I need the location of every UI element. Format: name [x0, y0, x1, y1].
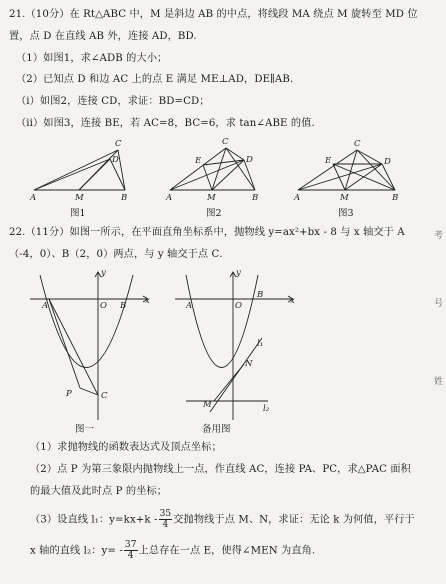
q21-line1: 21.（10分）在 Rt△ABC 中，M 是斜边 AB 的中点，将线段 MA 绕点 M 旋转至 MD 位	[9, 9, 418, 20]
fig1-label-m: M	[75, 193, 84, 203]
backup-caption: 备用图	[202, 424, 231, 435]
figone-label-p: P	[66, 389, 72, 399]
fig1-label-c: C	[115, 139, 122, 149]
backup-label-l1: l₁	[257, 339, 264, 349]
fig1-caption: 图1	[70, 208, 86, 219]
fraction-35-4	[159, 509, 173, 530]
q21-part2: （2）已知点 D 和边 AC 上的点 E 满足 ME⊥AD，DE∥AB.	[16, 74, 294, 85]
figone-label-b: B	[120, 301, 127, 311]
fig1-label-d: D	[112, 155, 119, 165]
figone-caption: 图一	[75, 424, 95, 435]
fraction-37-4	[124, 540, 138, 561]
side-mark-3: 姓	[434, 377, 444, 387]
q21-part2-ii: （ii）如图3，连接 BE，若 AC=8，BC=6，求 tan∠ABE 的值.	[16, 118, 315, 129]
figone-label-o: O	[100, 301, 107, 311]
fig3-caption: 图3	[338, 208, 354, 219]
q22-part3-b: 交抛物线于点 M、N，求证：无论 k 为何值，平行于	[173, 514, 415, 526]
fig1-label-a: A	[30, 193, 37, 203]
q21-part1: （1）如图1，求∠ADB 的大小；	[16, 53, 168, 64]
fig1-label-b: B	[121, 193, 128, 203]
fig2-label-m: M	[207, 193, 216, 203]
backup-label-o: O	[235, 301, 242, 311]
q22-part2-cont: 的最大值及此时点 P 的坐标；	[30, 486, 168, 497]
q22-part1: （1）求抛物线的函数表达式及顶点坐标；	[30, 442, 222, 453]
fraction-denominator: 4	[162, 520, 169, 530]
side-mark-1: 考	[434, 231, 444, 241]
q22-part3-d: 上总存在一点 E，使得∠MEN 为直角.	[138, 545, 316, 557]
backup-label-l2: l₂	[263, 404, 270, 414]
backup-label-n: N	[245, 359, 253, 369]
side-mark-2: 号	[434, 299, 444, 309]
q21-line2: 置，点 D 在直线 AB 外，连接 AD，BD.	[9, 31, 197, 42]
q22-line2: （-4，0）、B（2，0）两点，与 y 轴交于点 C.	[9, 249, 223, 260]
backup-label-y: y	[236, 268, 241, 278]
fig3-label-a: A	[294, 193, 301, 203]
backup-label-m: M	[203, 400, 212, 410]
fig2-caption: 图2	[206, 208, 222, 219]
q22-part2: （2）点 P 为第三象限内抛物线上一点，作直线 AC，连接 PA、PC，求△PAC 面积	[30, 464, 411, 475]
q22-part3-line2	[30, 540, 315, 561]
fig3-label-m: M	[340, 193, 349, 203]
fraction-numerator: 37	[124, 540, 137, 550]
fig3-label-e: E	[325, 156, 332, 166]
q22-part3-line1	[30, 509, 415, 530]
backup-label-a: A	[186, 301, 193, 311]
q22-part3-c: x 轴的直线 l₂：y= -	[30, 545, 123, 557]
fig2-label-e: E	[195, 156, 202, 166]
backup-label-b: B	[257, 290, 264, 300]
fig2-label-a: A	[166, 193, 173, 203]
figone-label-y: y	[101, 268, 106, 278]
fig2-label-c: C	[222, 137, 229, 147]
fraction-denominator: 4	[127, 551, 134, 561]
fig2-label-b: B	[252, 193, 259, 203]
fig2-label-d: D	[246, 155, 253, 165]
fig3-label-c: C	[354, 139, 361, 149]
q22-line1: 22.（11分）如图一所示，在平面直角坐标系中，抛物线 y=ax²+bx - 8 与 x 轴交于 A	[9, 227, 405, 238]
backup-label-x: x	[290, 296, 295, 306]
figone-label-x: x	[145, 296, 150, 306]
fraction-numerator: 35	[159, 509, 172, 519]
q22-part3-a: （3）设直线 l₁：y=kx+k -	[30, 514, 158, 526]
fig3-label-b: B	[392, 193, 399, 203]
figone-label-a: A	[42, 301, 49, 311]
figone-label-c: C	[101, 391, 108, 401]
fig3-label-d: D	[384, 157, 391, 167]
q21-part2-i: （i）如图2，连接 CD，求证：BD=CD；	[16, 96, 210, 107]
